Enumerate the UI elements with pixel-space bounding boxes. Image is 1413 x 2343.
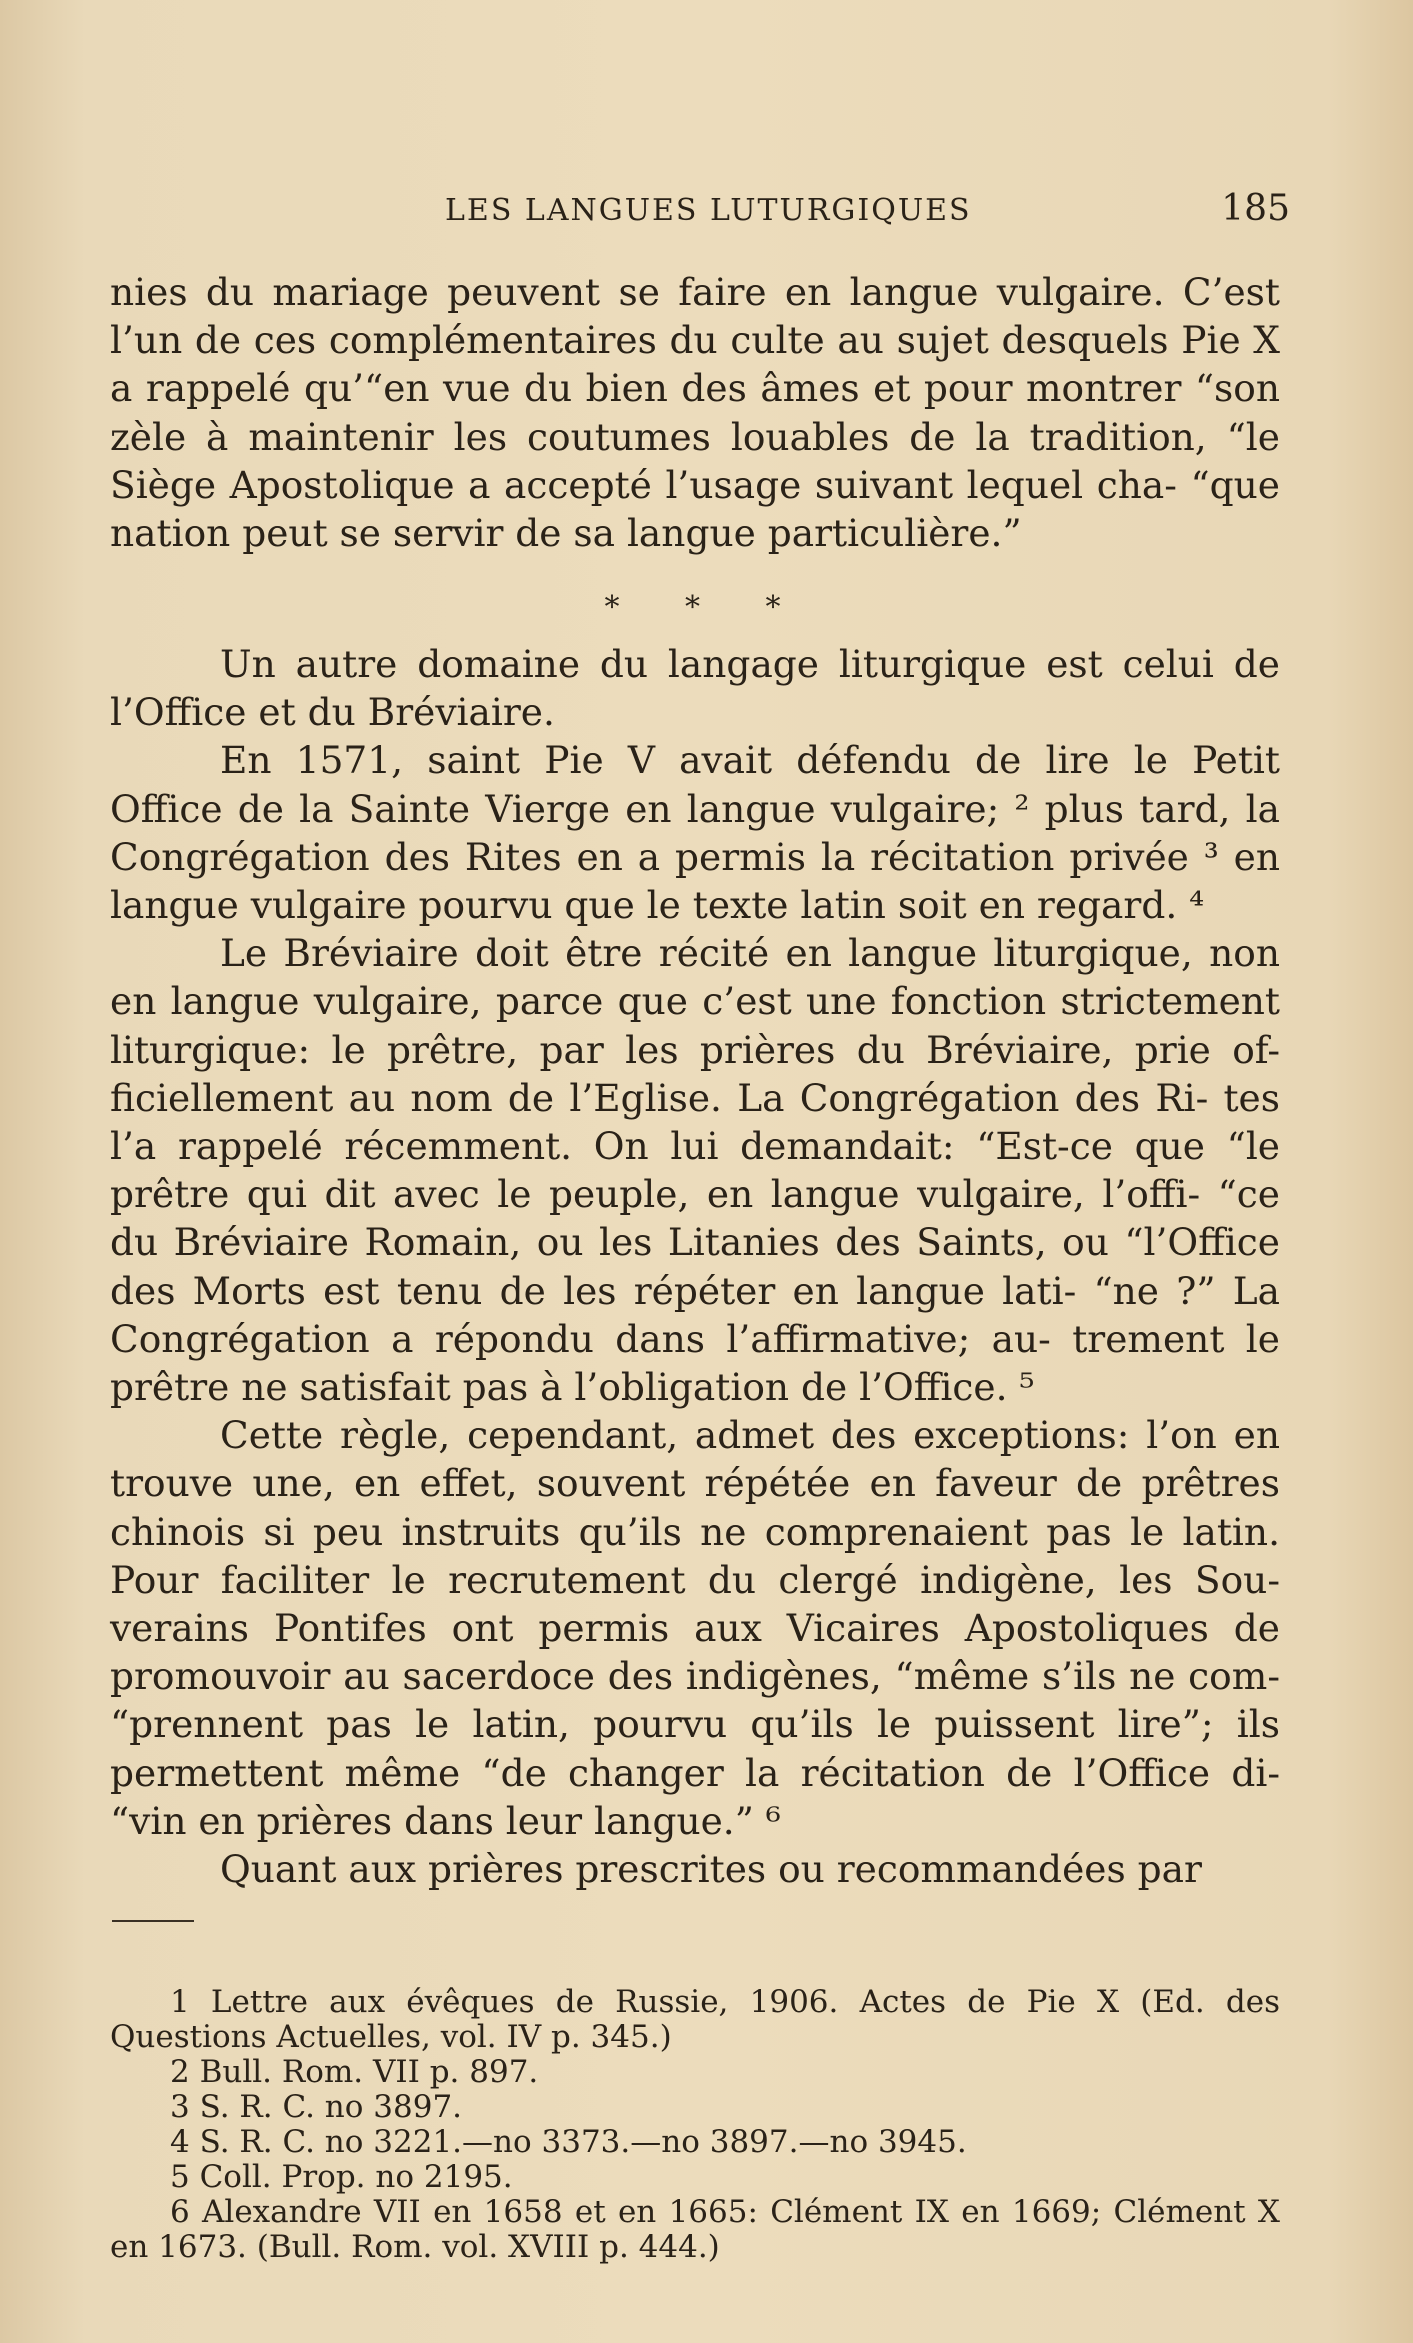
top-paragraph: nies du mariage peuvent se faire en langue vulgaire. C’est l’un de ces complémentaires du culte au sujet desquels Pie X a rappelé qu’“en vue du bien des âmes et pour montrer “son zèle à maintenir les coutumes louables de la tradition, “le Siège Apostolique a accepté l’usage suivant lequel cha- “que nation peut se servir de sa langue particulière.” xyxy=(110,270,1280,556)
footnote-4: 4 S. R. C. no 3221.—no 3373.—no 3897.—no 3945. xyxy=(170,2124,967,2160)
paragraph-office: Un autre domaine du langage liturgique est celui de l’Office et du Bréviaire. xyxy=(110,642,1280,735)
footnote-3: 3 S. R. C. no 3897. xyxy=(170,2089,463,2125)
footnote-rule xyxy=(112,1920,194,1922)
footnote-6: 6 Alexandre VII en 1658 et en 1665: Clément IX en 1669; Clément X en 1673. (Bull. Rom. vol. XVIII p. 444.) xyxy=(110,2194,1280,2265)
top-paragraph-block xyxy=(110,268,1280,557)
footnote-5: 5 Coll. Prop. no 2195. xyxy=(170,2159,513,2195)
running-title: LES LANGUES LUTURGIQUES xyxy=(445,193,972,228)
page-number: 185 xyxy=(1221,188,1290,229)
page-header xyxy=(445,188,1290,229)
footnote-2: 2 Bull. Rom. VII p. 897. xyxy=(170,2054,539,2090)
footnotes xyxy=(110,1985,1280,2265)
paragraph-breviaire: Le Bréviaire doit être récité en langue liturgique, non en langue vulgaire, parce que c’est une fonction strictement liturgique: le prêtre, par les prières du Bréviaire, prie of- ficiellement au nom de l’Eglise. La Congrégation des Ri- tes l’a rappelé récemment. On lui demandait: “Est-ce que “le prêtre qui dit avec le peuple, en langue vulgaire, l’offi- “ce du Bréviaire Romain, ou les Litanies des Saints, ou “l’Office des Morts est tenu de les répéter en langue lati- “ne ?” La Congrégation a répondu dans l’affirmative; au- trement le prêtre ne satisfait pas à l’obligation de l’Office. ⁵ xyxy=(110,931,1280,1410)
paragraph-1571: En 1571, saint Pie V avait défendu de lire le Petit Office de la Sainte Vierge en langue vulgaire; ² plus tard, la Congrégation des Rites en a permis la récitation privée ³ en langue vulgaire pourvu que le texte latin soit en regard. ⁴ xyxy=(110,738,1280,928)
section-break-asterisks: * * * xyxy=(604,590,809,625)
paragraph-exceptions: Cette règle, cependant, admet des exceptions: l’on en trouve une, en effet, souvent répétée en faveur de prêtres chinois si peu instruits qu’ils ne comprenaient pas le latin. Pour faciliter le recrutement du clergé indigène, les Sou- verains Pontifes ont permis aux Vicaires Apostoliques de promouvoir au sacerdoce des indigènes, “même s’ils ne com- “prennent pas le latin, pourvu qu’ils le puissent lire”; ils permettent même “de changer la récitation de l’Office di- “vin en prières dans leur langue.” ⁶ xyxy=(110,1413,1280,1843)
footnote-1: 1 Lettre aux évêques de Russie, 1906. Actes de Pie X (Ed. des Questions Actuelles, vol. IV p. 345.) xyxy=(110,1984,1280,2055)
main-text xyxy=(110,640,1280,1893)
paragraph-prieres: Quant aux prières prescrites ou recommandées par xyxy=(220,1847,1202,1892)
